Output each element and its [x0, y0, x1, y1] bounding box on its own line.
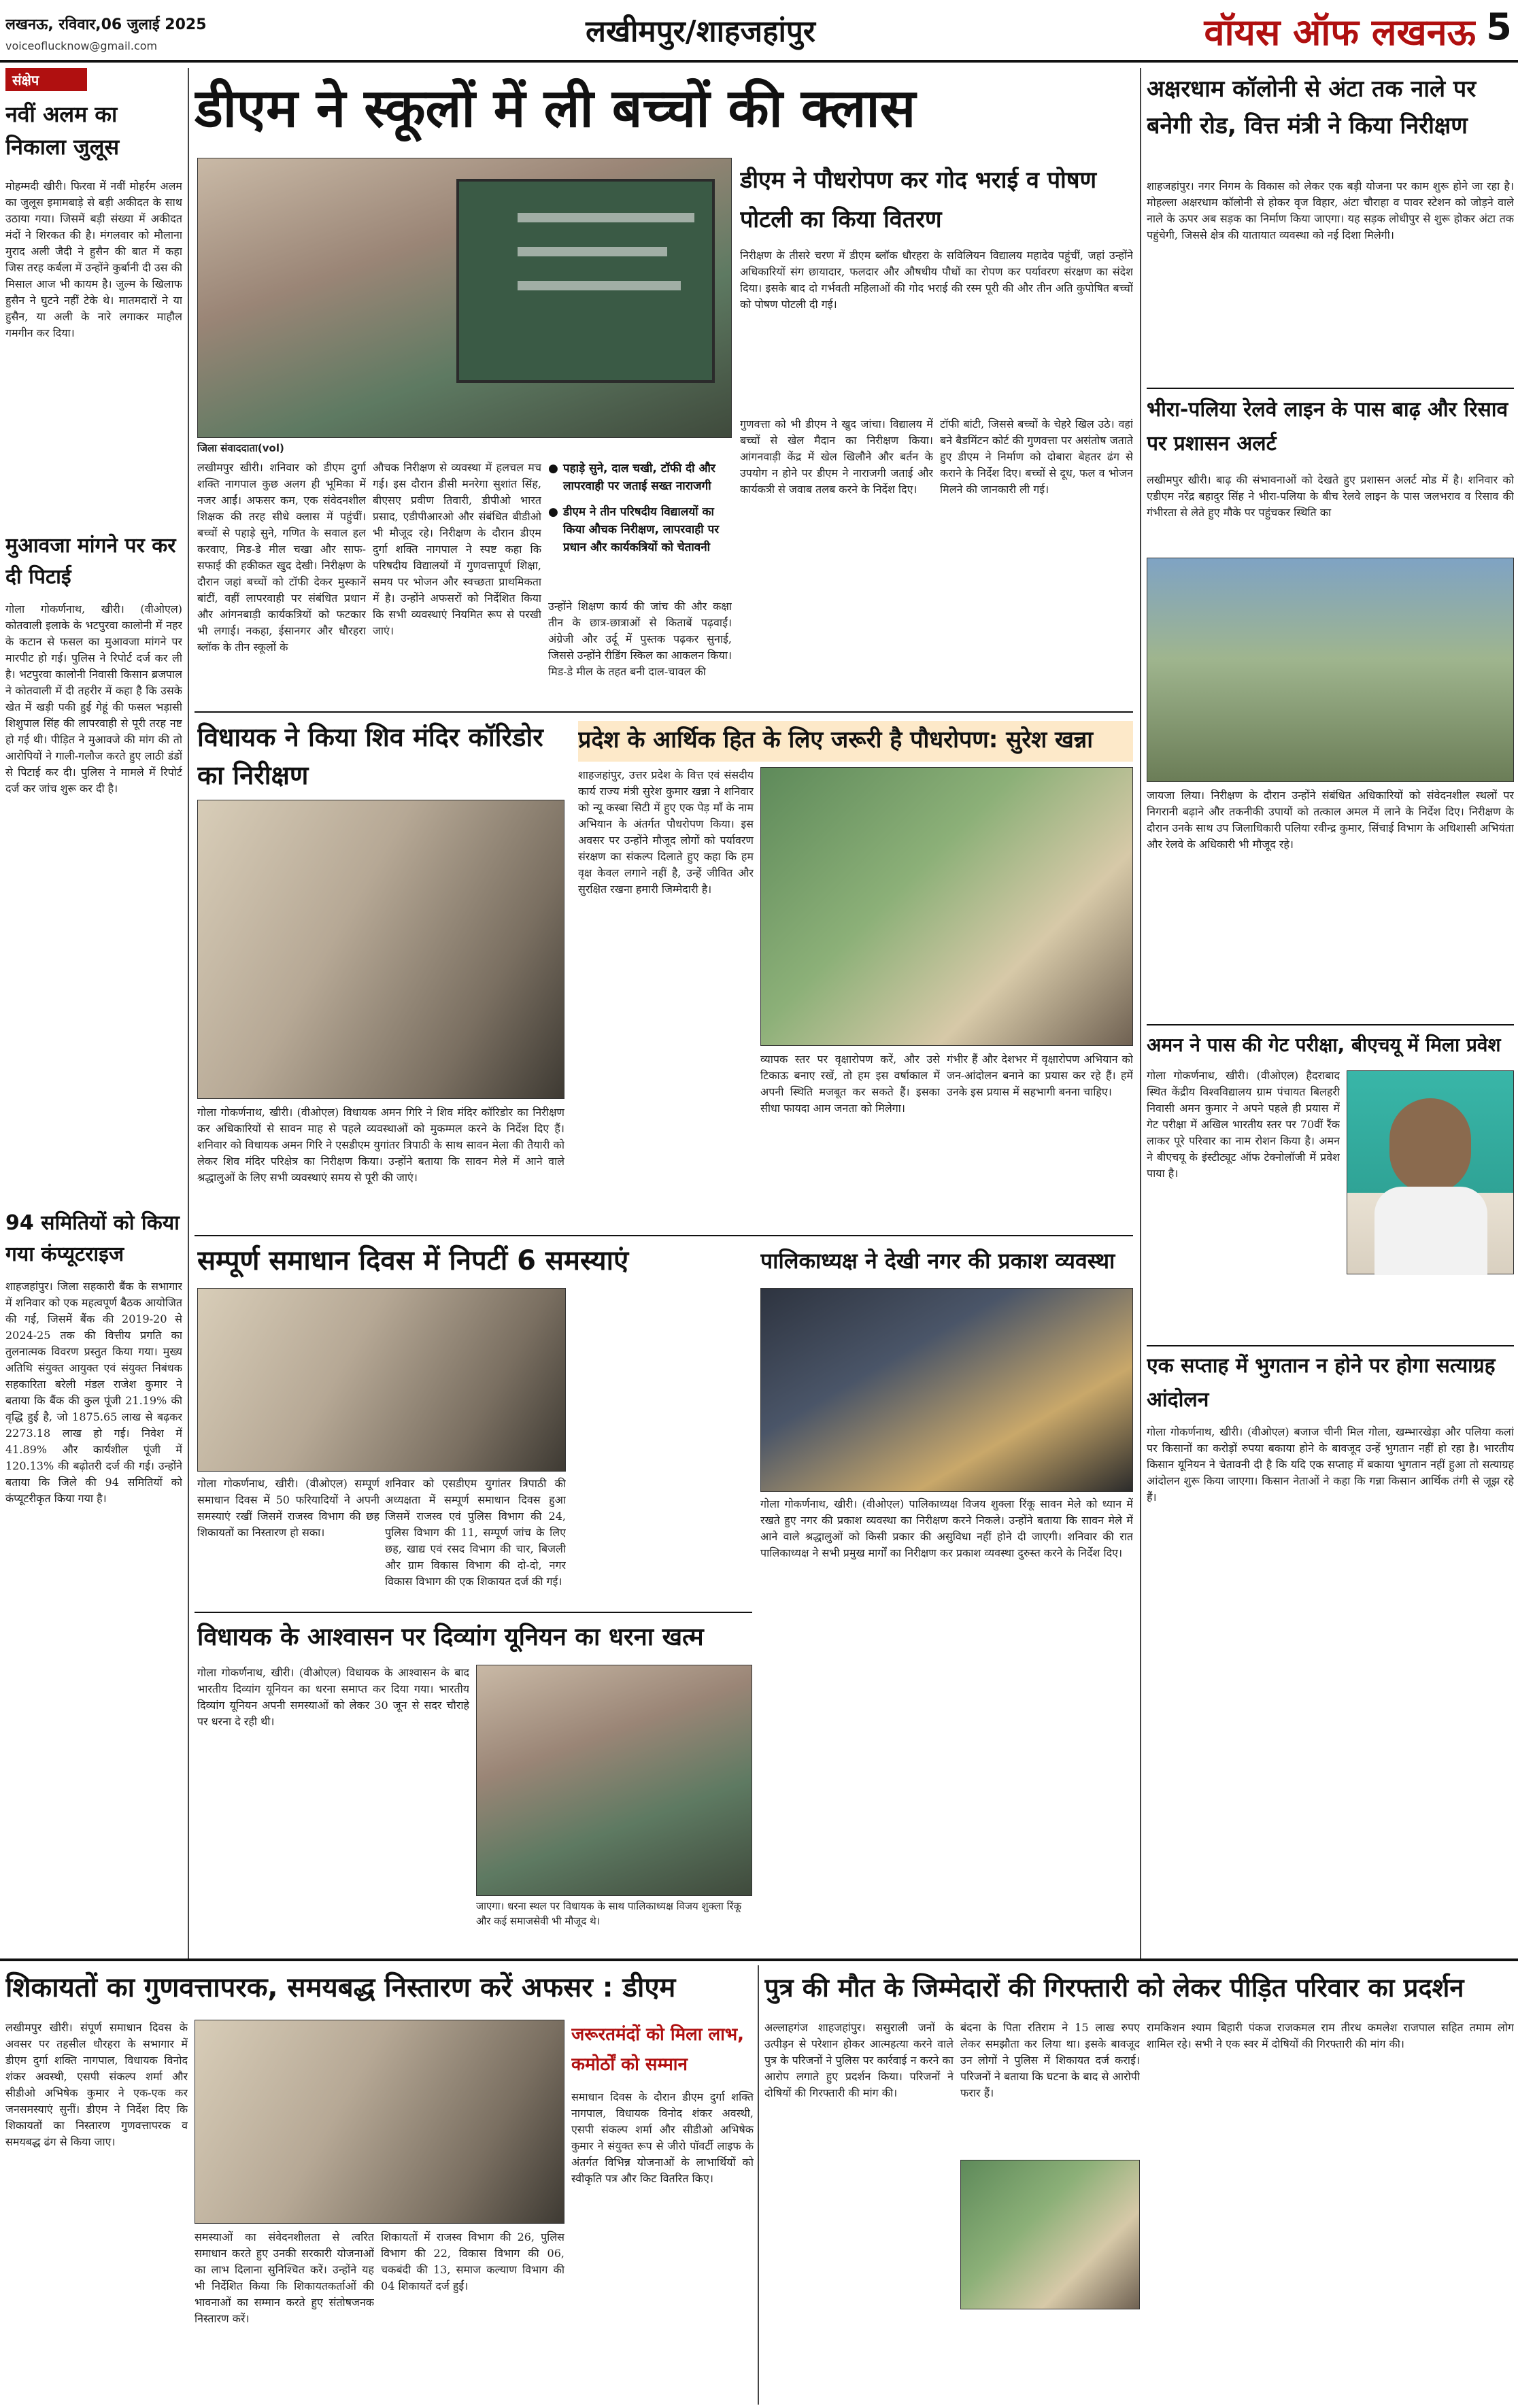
divider-main-2 [195, 1235, 1133, 1236]
divider-right-1 [1147, 388, 1514, 389]
dm-shikayat-photo [195, 2020, 564, 2224]
main-body-col1: लखीमपुर खीरी। शनिवार को डीएम दुर्गा शक्ति नागपाल कुछ अलग ही भूमिका में नजर आईं। अफसर कम, एक संवेदनशील शिक्षक की तरह सीधे क्लास में पहुंचीं। बच्चों से पहाड़े सुने, गणित के सवाल हल करवाए, मिड-डे मील चखा और साफ-सफाई की हकीकत खुद देखी। निरीक्षण के दौरान जहां बच्चों को टॉफी देकर मुस्कानें बांटीं, वहीं लापरवाही पर संबंधित प्रधान और आंगनबाड़ी कार्यकत्रियों को फटकार भी लगाई। नकहा, ईसानगर और धौरहरा ब्लॉक के तीन स्कूलों के [197, 461, 366, 654]
divider-main-1 [195, 711, 1133, 713]
goadbharai-body1: निरीक्षण के तीसरे चरण में डीएम ब्लॉक धौरहरा के सविलियन विद्यालय महादेव पहुंचीं, जहां उन्होंने अधिकारियों संग छायादार, फलदार और औषधीय पौधों का रोपण कर पर्यावरण संरक्षण का संदेश दिया। इसके बाद दो गर्भवती महिलाओं की गोद भराई की रस्म पूरी की और तीन अति कुपोषित बच्चों को पोषण पोटली दी गई। [740, 249, 1133, 311]
headline-samiti: 94 समितियों को किया गया कंप्यूटराइज [5, 1211, 180, 1266]
headline-bhugtan: एक सप्ताह में भुगतान न होने पर होगा सत्याग्रह आंदोलन [1147, 1354, 1496, 1412]
palika-body: गोला गोकर्णनाथ, खीरी। (वीओएल) पालिकाध्यक्ष विजय शुक्ला रिंकू सावन मेले को ध्यान में रखते हुए नगर की प्रकाश व्यवस्था का निरीक्षण करने निकले। उन्होंने बताया कि सावन मेले में आने वाले श्रद्धालुओं को किसी प्रकार की असुविधा नहीं होने दी जाएगी। शनिवार की रात पालिकाध्यक्ष ने सभी प्रमुख मार्गों का निरीक्षण कर प्रकाश व्यवस्था दुरुस्त करने के निर्देश दिए। [760, 1497, 1133, 1559]
story-samiti-body: शाहजहांपुर। जिला सहकारी बैंक के सभागार में शनिवार को एक महत्वपूर्ण बैठक आयोजित की गई, जिसमें बैंक की 2019-20 से 2024-25 तक की वित्तीय प्रगति का तुलनात्मक विवरण प्रस्तुत किया गया। मुख्य अतिथि संयुक्त आयुक्त एवं संयुक्त निबंधक सहकारिता बरेली मंडल राजेश कुमार ने बताया कि बैंक की कुल पूंजी 21.19% की वृद्धि हुई है, जो 1875.65 लाख से बढ़कर 2273.18 लाख हो गई। निवेश में 41.89% और कार्यशील पूंजी में 120.13% की बढ़ोतरी दर्ज की गई। उन्होंने बताया कि जिले की 94 समितियों को कंप्यूटरीकृत किया गया है। [5, 1280, 182, 1505]
divyang-photo-caption: जाएगा। धरना स्थल पर विधायक के साथ पालिकाध्यक्ष विजय शुक्ला रिंकू और कई समाजसेवी भी मौजूद थे। [476, 1900, 742, 1927]
headline-shivmandir: विधायक ने किया शिव मंदिर कॉरिडोर का निरीक्षण [197, 722, 543, 790]
dm-shikayat-body3: शिकायतों में राजस्व विभाग की 26, पुलिस विभाग की 22, विकास विभाग की 06, चकबंदी की 13, समाज कल्याण विभाग की 04 शिकायतें दर्ज हुईं। [381, 2231, 564, 2292]
header-rule [0, 60, 1518, 63]
bottom-col-divider [758, 1965, 759, 2405]
aman-body: गोला गोकर्णनाथ, खीरी। (वीओएल) हैदराबाद स्थित केंद्रीय विश्वविद्यालय ग्राम पंचायत बिलहरी निवासी अमन कुमार ने अपने पहले ही प्रयास में गेट परीक्षा में अखिल भारतीय स्तर पर 70वीं रैंक लाकर पूरे परिवार का नाम रोशन किया है। अमन ने बीएचयू के इंस्टीट्यूट ऑफ टेक्नोलॉजी में प्रवेश पाया है। [1147, 1069, 1340, 1180]
headline-divyang: विधायक के आश्वासन पर दिव्यांग यूनियन का धरना खत्म [197, 1623, 704, 1651]
shivmandir-body: गोला गोकर्णनाथ, खीरी। (वीओएल) विधायक अमन गिरि ने शिव मंदिर कॉरिडोर का निरीक्षण कर अधिकारियों से सावन माह से पहले व्यवस्थाओं को मुकम्मल करने के निर्देश दिए हैं। शनिवार को विधायक अमन गिरि ने एसडीएम युगांतर त्रिपाठी के साथ सावन मेला की तैयारी को लेकर शिव मंदिर परिक्षेत्र का निरीक्षण किया। उन्होंने बताया कि सावन मेले में आने वाले श्रद्धालुओं के लिए सभी व्यवस्थाएं समय से पूरी की जाएं। [197, 1106, 564, 1184]
main-body-col3: उन्होंने शिक्षण कार्य की जांच की और कक्षा तीन के छात्र-छात्राओं से किताबें पढ़वाईं। अंग्रेजी और उर्दू में पुस्तक पढ़कर सुनाई, जिससे उन्होंने रीडिंग स्किल का आकलन किया। मिड-डे मील के तहत बनी दाल-चावल की [548, 600, 732, 678]
brief-label: संक्षेप [5, 68, 87, 91]
aman-photo [1347, 1070, 1514, 1274]
goadbharai-body3: टॉफी बांटी, जिससे बच्चों के चेहरे खिल उठे। वहां बने बैडमिंटन कोर्ट की गुणवत्ता पर असंतोष जताते हुए डीएम ने निर्माण को दोबारा बेहतर ढंग से कराने के निर्देश दिए। बच्चों से दूध, फल व भोजन मिलने की जानकारी ली गई। [940, 418, 1133, 496]
main-bullet-2: ● डीएम ने तीन परिषदीय विद्यालयों का किया औचक निरीक्षण, लापरवाही पर प्रधान और कार्यकत्रियों को चेतावनी [548, 503, 732, 556]
putra-photo [960, 2160, 1140, 2309]
masthead: वॉयस ऑफ लखनऊ [1204, 11, 1476, 53]
headline-palika: पालिकाध्यक्ष ने देखी नगर की प्रकाश व्यवस्था [760, 1248, 1115, 1274]
bheera-photo [1147, 558, 1514, 782]
divyang-body: गोला गोकर्णनाथ, खीरी। (वीओएल) विधायक के आश्वासन के बाद भारतीय दिव्यांग यूनियन का धरना समाप्त कर दिया गया। भारतीय दिव्यांग यूनियन अपनी समस्याओं को लेकर 30 जून से सदर चौराहे पर धरना दे रही थी। [197, 1666, 469, 1728]
putra-body2: बंदना के पिता रतिराम ने 15 लाख रुपए लेकर समझौता कर लिया था। इसके बावजूद उन लोगों ने पुलिस में शिकायत दर्ज कराई। परिजनों ने बताया कि घटना के बाद से आरोपी फरार हैं। [960, 2021, 1140, 2099]
col-divider-right [1140, 68, 1141, 1958]
headline-samadhan: सम्पूर्ण समाधान दिवस में निपटीं 6 समस्याएं [197, 1245, 629, 1276]
main-headline: डीएम ने स्कूलों में ली बच्चों की क्लास [195, 78, 916, 139]
headline-alam: नवीं अलम का निकाला जुलूस [5, 101, 120, 160]
samadhan-body1: गोला गोकर्णनाथ, खीरी। (वीओएल) सम्पूर्ण समाधान दिवस में 50 फरियादियों ने अपनी समस्याएं रखीं जिसमें राजस्व विभाग की छह शिकायतों का निस्तारण हो सका। [197, 1477, 380, 1539]
putra-body3: रामकिशन श्याम बिहारी पंकज राजकमल राम तीरथ कमलेश राजपाल सहित तमाम लोग शामिल रहे। सभी ने एक स्वर में दोषियों की गिरफ्तारी की मांग की। [1147, 2021, 1514, 2050]
headline-muawja: मुआवजा मांगने पर कर दी पिटाई [5, 534, 176, 589]
palika-photo [760, 1288, 1133, 1492]
headline-suresh: प्रदेश के आर्थिक हित के लिए जरूरी है पौधरोपण: सुरेश खन्ना [578, 721, 1133, 762]
dm-shikayat-body: लखीमपुर खीरी। संपूर्ण समाधान दिवस के अवसर पर तहसील धौरहरा के सभागार में डीएम दुर्गा शक्ति नागपाल, विधायक विनोद शंकर अवस्थी, एसपी संकल्प शर्मा और सीडीओ अभिषेक कुमार ने एक-एक कर जनसमस्याएं सुनीं। डीएम ने निर्देश दिए कि शिकायतों का निस्तारण गुणवत्तापरक व समयबद्ध ढंग से किया जाए। [5, 2021, 188, 2148]
main-photo-caption: जिला संवाददाता(vol) [197, 442, 284, 454]
bheera-body2: जायजा लिया। निरीक्षण के दौरान उन्होंने संबंधित अधिकारियों को संवेदनशील स्थलों पर निगरानी बढ़ाने और तकनीकी उपायों को तत्काल अमल में लाने के निर्देश दिए। निरीक्षण के दौरान उनके साथ उप जिलाधिकारी पलिया रवीन्द्र कुमार, सिंचाई विभाग के अधिशासी अभियंता और रेलवे के अधिकारी भी मौजूद रहे। [1147, 789, 1514, 851]
divider-main-3 [195, 1612, 752, 1613]
headline-goadbharai: डीएम ने पौधरोपण कर गोद भराई व पोषण पोटली का किया वितरण [740, 167, 1097, 233]
divider-bottom [0, 1958, 1518, 1961]
main-bullet-1: ● पहाड़े सुने, दाल चखी, टॉफी दी और लापरवाही पर जताई सख्त नाराजगी [548, 460, 732, 495]
page-number: 5 [1486, 5, 1512, 48]
headline-aman: अमन ने पास की गेट परीक्षा, बीएचयू में मिला प्रवेश [1147, 1034, 1501, 1056]
putra-body1: अल्लाहगंज शाहजहांपुर। ससुराली जनों के उत्पीड़न से परेशान होकर आत्महत्या करने वाले पुत्र के परिजनों ने पुलिस पर कार्रवाई न करने का आरोप लगाते हुए प्रदर्शन किया। परिजनों ने दोषियों की गिरफ्तारी की मांग की। [764, 2021, 954, 2099]
email: voiceoflucknow@gmail.com [5, 39, 158, 52]
divider-right-3 [1147, 1345, 1514, 1346]
headline-labh: जरूरतमंदों को मिला लाभ, कमोर्ठों को सम्मान [571, 2024, 745, 2075]
headline-dm-shikayat: शिकायतों का गुणवत्तापरक, समयबद्ध निस्तारण करें अफसर : डीएम [5, 1972, 676, 2003]
labh-body: समाधान दिवस के दौरान डीएम दुर्गा शक्ति नागपाल, विधायक विनोद शंकर अवस्थी, एसपी संकल्प शर्मा और सीडीओ अभिषेक कुमार ने संयुक्त रूप से जीरो पॉवर्टी लाइफ के अंतर्गत विभिन्न योजनाओं के लाभार्थियों को स्वीकृति पत्र और किट वितरित किए। [571, 2090, 754, 2185]
divyang-photo [476, 1665, 752, 1896]
bhugtan-body: गोला गोकर्णनाथ, खीरी। (वीओएल) बजाज चीनी मिल गोला, खम्भारखेड़ा और पलिया कलां पर किसानों का करोड़ों रुपया बकाया होने के बावजूद उन्हें भुगतान नहीं हो रहा है। भारतीय किसान यूनियन ने चेतावनी दी है कि यदि एक सप्ताह में बकाया भुगतान नहीं हुआ तो सत्याग्रह आंदोलन शुरू किया जाएगा। किसान नेताओं ने कहा कि गन्ना किसान आर्थिक तंगी से जूझ रहे हैं। [1147, 1425, 1514, 1504]
section-title: लखीमपुर/शाहजहांपुर [586, 14, 815, 49]
col-divider-left [188, 68, 189, 1958]
edition-line: लखनऊ, रविवार,06 जुलाई 2025 [5, 16, 207, 33]
suresh-body1: शाहजहांपुर, उत्तर प्रदेश के वित्त एवं संसदीय कार्य राज्य मंत्री सुरेश कुमार खन्ना ने शनिवार को न्यू कस्बा सिटी में हुए एक पेड़ माँ के नाम अभियान के अंतर्गत पौधरोपण किया। इस अवसर पर उन्होंने मौजूद लोगों को पर्यावरण संरक्षण का संकल्प दिलाते हुए कहा कि हम वृक्ष केवल लगाने नहीं है, उन्हें जीवित और सुरक्षित रखना हमारी जिम्मेदारी है। [578, 768, 754, 896]
aksharadham-body: शाहजहांपुर। नगर निगम के विकास को लेकर एक बड़ी योजना पर काम शुरू होने जा रहा है। मोहल्ला अक्षरधाम कॉलोनी से होकर वृज विहार, अंटा चौराहा व पावर स्टेशन को जोड़ने वाले नाले के ऊपर अब सड़क का निर्माण किया जाएगा। यह सड़क लोधीपुर से शुरू होकर अंटा तक पहुंचेगी, जिससे क्षेत्र की यातायात व्यवस्था को नई दिशा मिलेगी। [1147, 180, 1514, 241]
shivmandir-photo [197, 800, 564, 1099]
divider-right-2 [1147, 1024, 1514, 1025]
headline-aksharadham: अक्षरधाम कॉलोनी से अंटा तक नाले पर बनेगी रोड, वित्त मंत्री ने किया निरीक्षण [1147, 75, 1477, 139]
story-alam-body: मोहम्मदी खीरी। फिरवा में नवीं मोहर्रम अलम का जुलूस इमामबाड़े से बड़ी अकीदत के साथ उठाया गया। जिसमें बड़ी संख्या में अकीदत मंदों ने शिरकत की है। मंगलवार को मौलाना मुराद अली जैदी ने हुसैन की बात में कहा जिस तरह कर्बला में उन्होंने कुर्बानी दी उस की मिसाल आज भी कायम है। जुल्म के खिलाफ हुसैन ने घुटने नहीं टेके थे। मातमदारों ने या हुसैन, या अली के नारे लगाकर माहौल गमगीन कर दिया। [5, 180, 182, 339]
samadhan-body2: शनिवार को एसडीएम युगांतर त्रिपाठी की अध्यक्षता में सम्पूर्ण समाधान दिवस हुआ जिसमें राजस्व एवं पुलिस विभाग की 24, पुलिस विभाग की 11, सम्पूर्ण जांच के लिए छह, खाद्य एवं रसद विभाग की चार, बिजली और ग्राम विकास विभाग की दो-दो, नगर विकास विभाग की एक शिकायत दर्ज की गई। [385, 1477, 566, 1588]
bheera-body1: लखीमपुर खीरी। बाढ़ की संभावनाओं को देखते हुए प्रशासन अलर्ट मोड में है। शनिवार को एडीएम नरेंद्र बहादुर सिंह ने भीरा-पलिया के बीच रेलवे लाइन के पास जलभराव व रिसाव की गंभीरता से लेते हुए मौके पर पहुंचकर स्थिति का [1147, 473, 1514, 519]
goadbharai-body2: गुणवत्ता को भी डीएम ने खुद जांचा। विद्यालय में बच्चों से खेल मैदान का निरीक्षण किया। आंगनवाड़ी केंद्र में खेल खिलौने और बर्तन के उपयोग न होने पर डीएम ने नाराजगी जताई और कार्यकत्री से जवाब तलब करने के निर्देश दिए। [740, 418, 933, 496]
suresh-body3: गंभीर हैं और देशभर में वृक्षारोपण अभियान को जन-आंदोलन बनाने का प्रयास कर रहे हैं। हमें उनके इस प्रयास में सहभागी बनना चाहिए। [947, 1053, 1133, 1098]
main-photo [197, 158, 732, 438]
headline-putra: पुत्र की मौत के जिम्मेदारों की गिरफ्तारी को लेकर पीड़ित परिवार का प्रदर्शन [764, 1973, 1464, 2003]
main-body-col2: औचक निरीक्षण से व्यवस्था में हलचल मच गई। इस दौरान डीसी मनरेगा सुशांत सिंह, बीएसए प्रवीण तिवारी, डीपीओ भारत प्रसाद, एडीपीआरओ और संबंधित बीडीओ भी मौजूद रहे। निरीक्षण के दौरान डीएम दुर्गा शक्ति नागपाल ने स्पष्ट कहा कि परिषदीय विद्यालयों में गुणवत्तापूर्ण शिक्षा, समय पर भोजन और स्वच्छता प्राथमिकता में है। उन्होंने अफसरों को निर्देशित किया कि सभी व्यवस्थाएं नियमित रूप से परखी जाएं। [373, 461, 541, 637]
headline-bheera: भीरा-पलिया रेलवे लाइन के पास बाढ़ और रिसाव पर प्रशासन अलर्ट [1147, 398, 1508, 456]
samadhan-photo [197, 1288, 566, 1472]
dm-shikayat-body2: समस्याओं का संवेदनशीलता से त्वरित समाधान करते हुए उनकी सरकारी योजनाओं का लाभ दिलाना सुनिश्चित करें। उन्होंने यह भी निर्देशित किया कि शिकायतकर्ताओं की भावनाओं का सम्मान करते हुए संतोषजनक निस्तारण करें। [195, 2231, 374, 2325]
story-muawja-body: गोला गोकर्णनाथ, खीरी। (वीओएल) कोतवाली इलाके के भटपुरवा कालोनी में नहर के कटान से फसल का मुआवजा मांगने पर मारपीट हो गई। पुलिस ने रिपोर्ट दर्ज कर ली है। भटपुरवा कालोनी निवासी किसान ब्रजपाल ने कोतवाली में दी तहरीर में कहा है कि उसके खेत में खड़ी पकी हुई गेहूं की फसल भड़ासी शिशुपाल सिंह की लापरवाही से पूरी तरह नष्ट हो गई थी। पीड़ित ने मुआवजे की मांग की तो आरोपियों ने गाली-गलौज करते हुए लाठी डंडों से पिटाई कर दी। पुलिस ने मामले में रिपोर्ट दर्ज कर जांच शुरू कर दी है। [5, 603, 182, 795]
suresh-photo [760, 767, 1133, 1046]
suresh-body2: व्यापक स्तर पर वृक्षारोपण करें, और उसे टिकाऊ बनाए रखें, तो हम इस वर्षाकाल में अपनी स्थिति मजबूत कर सकते हैं। इसका सीधा फायदा आम जनता को मिलेगा। [760, 1053, 940, 1115]
